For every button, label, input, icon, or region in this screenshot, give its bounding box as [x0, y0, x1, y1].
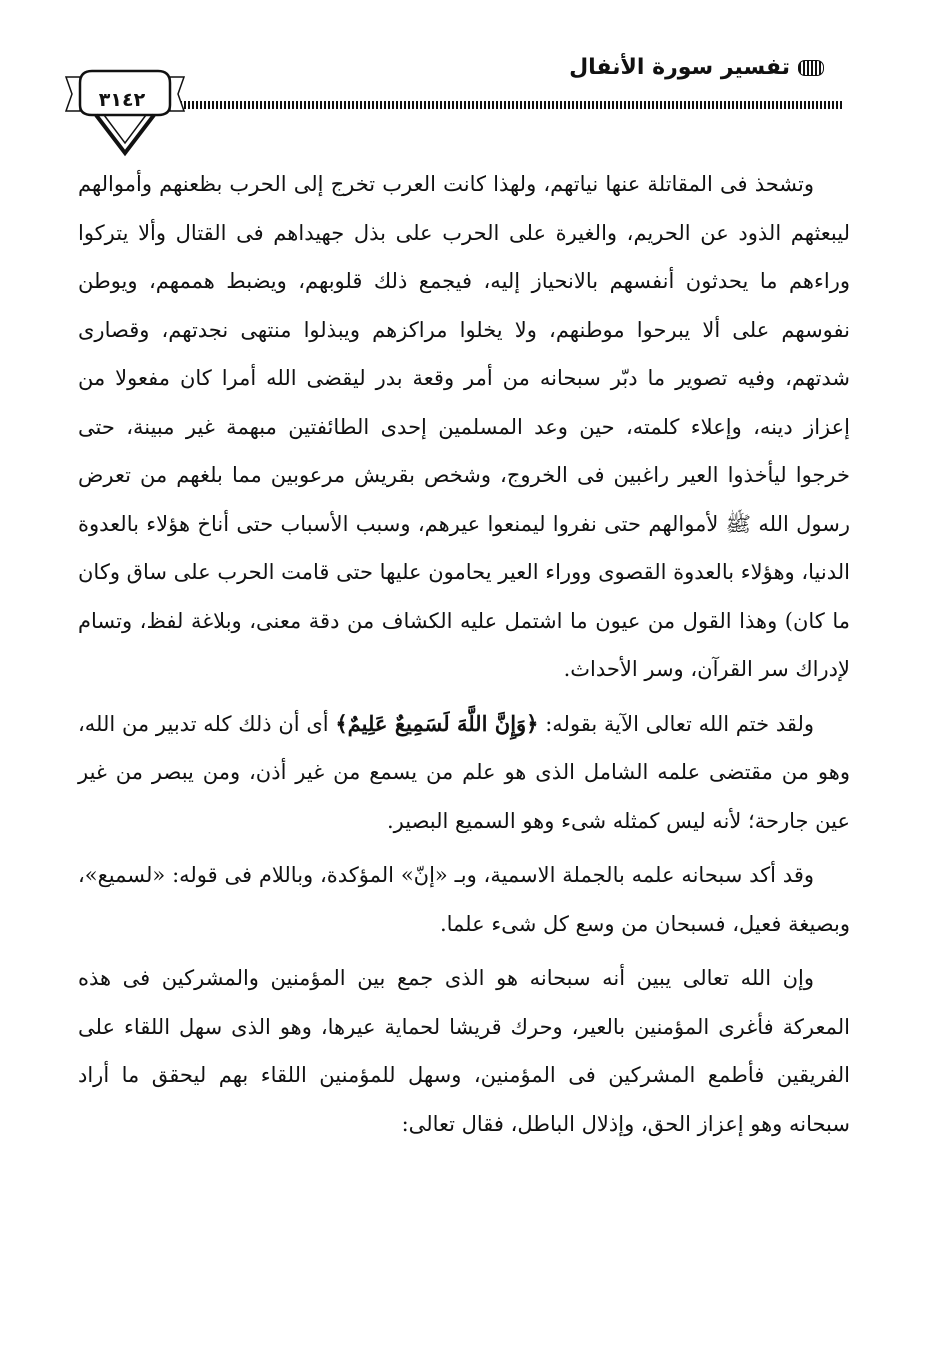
paragraph-3: وقد أكد سبحانه علمه بالجملة الاسمية، وبـ «إنّ» المؤكدة، وباللام فى قوله: «لسميع»، وبصيغة فعيل، فسبحان من وسع كل شىء علما.	[78, 863, 850, 936]
paragraph-1: وتشحذ فى المقاتلة عنها نياتهم، ولهذا كانت العرب تخرج إلى الحرب بظعنهم وأموالهم ليبعثهم الذود عن الحريم، والغيرة على الحرب على بذل جهيداهم فى القتال وألا يتركوا وراءهم ما يحدثون أنفسهم بالانحياز إليه، فيجمع ذلك قلوبهم، ويضبط هممهم، ويوطن نفوسهم على ألا يبرحوا موطنهم، ولا يخلوا مراكزهم ويبذلوا منتهى نجدتهم، وقصارى شدتهم، وفيه تصوير ما دبّر سبحانه من أمر وقعة بدر ليقضى الله أمرا كان مفعولا من إعزاز دينه، وإعلاء كلمته، حين وعد المسلمين إحدى الطائفتين مبهمة غير مبينة، حتى خرجوا ليأخذوا العير راغبين فى الخروج، وشخص بقريش مرعوبين مما بلغهم من تعرض رسول الله ﷺ لأموالهم حتى نفروا ليمنعوا عيرهم، وسبب الأسباب حتى أناخ هؤلاء بالعدوة الدنيا، وهؤلاء بالعدوة القصوى ووراء العير يحامون عليها حتى قامت الحرب على ساق وكان ما كان) وهذا القول من عيون ما اشتمل عليه الكشاف من دقة معنى، وبلاغة لفظ، وتسام لإدراك سر القرآن، وسر الأحداث.	[78, 172, 850, 681]
page-number-badge	[60, 59, 190, 157]
header-rule	[180, 101, 844, 109]
paragraph-2-intro: ولقد ختم الله تعالى الآية بقوله:	[538, 711, 814, 736]
page-header	[60, 45, 844, 150]
paragraph-4: وإن الله تعالى يبين أنه سبحانه هو الذى جمع بين المؤمنين والمشركين فى هذه المعركة فأغرى المؤمنين بالعير، وحرك قريشا لحماية عيرها، وهو الذى سهل اللقاء على الفريقين فأطمع المشركين فى المؤمنين، وسهل للمؤمنين اللقاء بهم ليحقق ما أراد سبحانه وهو إعزاز الحق، وإذلال الباطل، فقال تعالى:	[78, 966, 850, 1136]
book-title: تفسير سورة الأنفال	[569, 55, 790, 80]
running-title	[569, 55, 824, 80]
paragraph-2	[78, 700, 850, 846]
quran-verse: ﴿وَإِنَّ اللَّهَ لَسَمِيعٌ عَلِيمٌ﴾	[335, 710, 539, 736]
ornament-icon	[798, 60, 824, 76]
body-text	[78, 160, 850, 1148]
page-number: ٣١٤٢	[98, 89, 146, 111]
paragraph-2-rest: أى أن ذلك كله تدبير من الله، وهو من مقتضى علمه الشامل الذى هو علم من يسمع من غير أذن، ومن يبصر من غير عين جارحة؛ لأنه ليس كمثله شىء وهو السميع البصير.	[78, 711, 850, 833]
